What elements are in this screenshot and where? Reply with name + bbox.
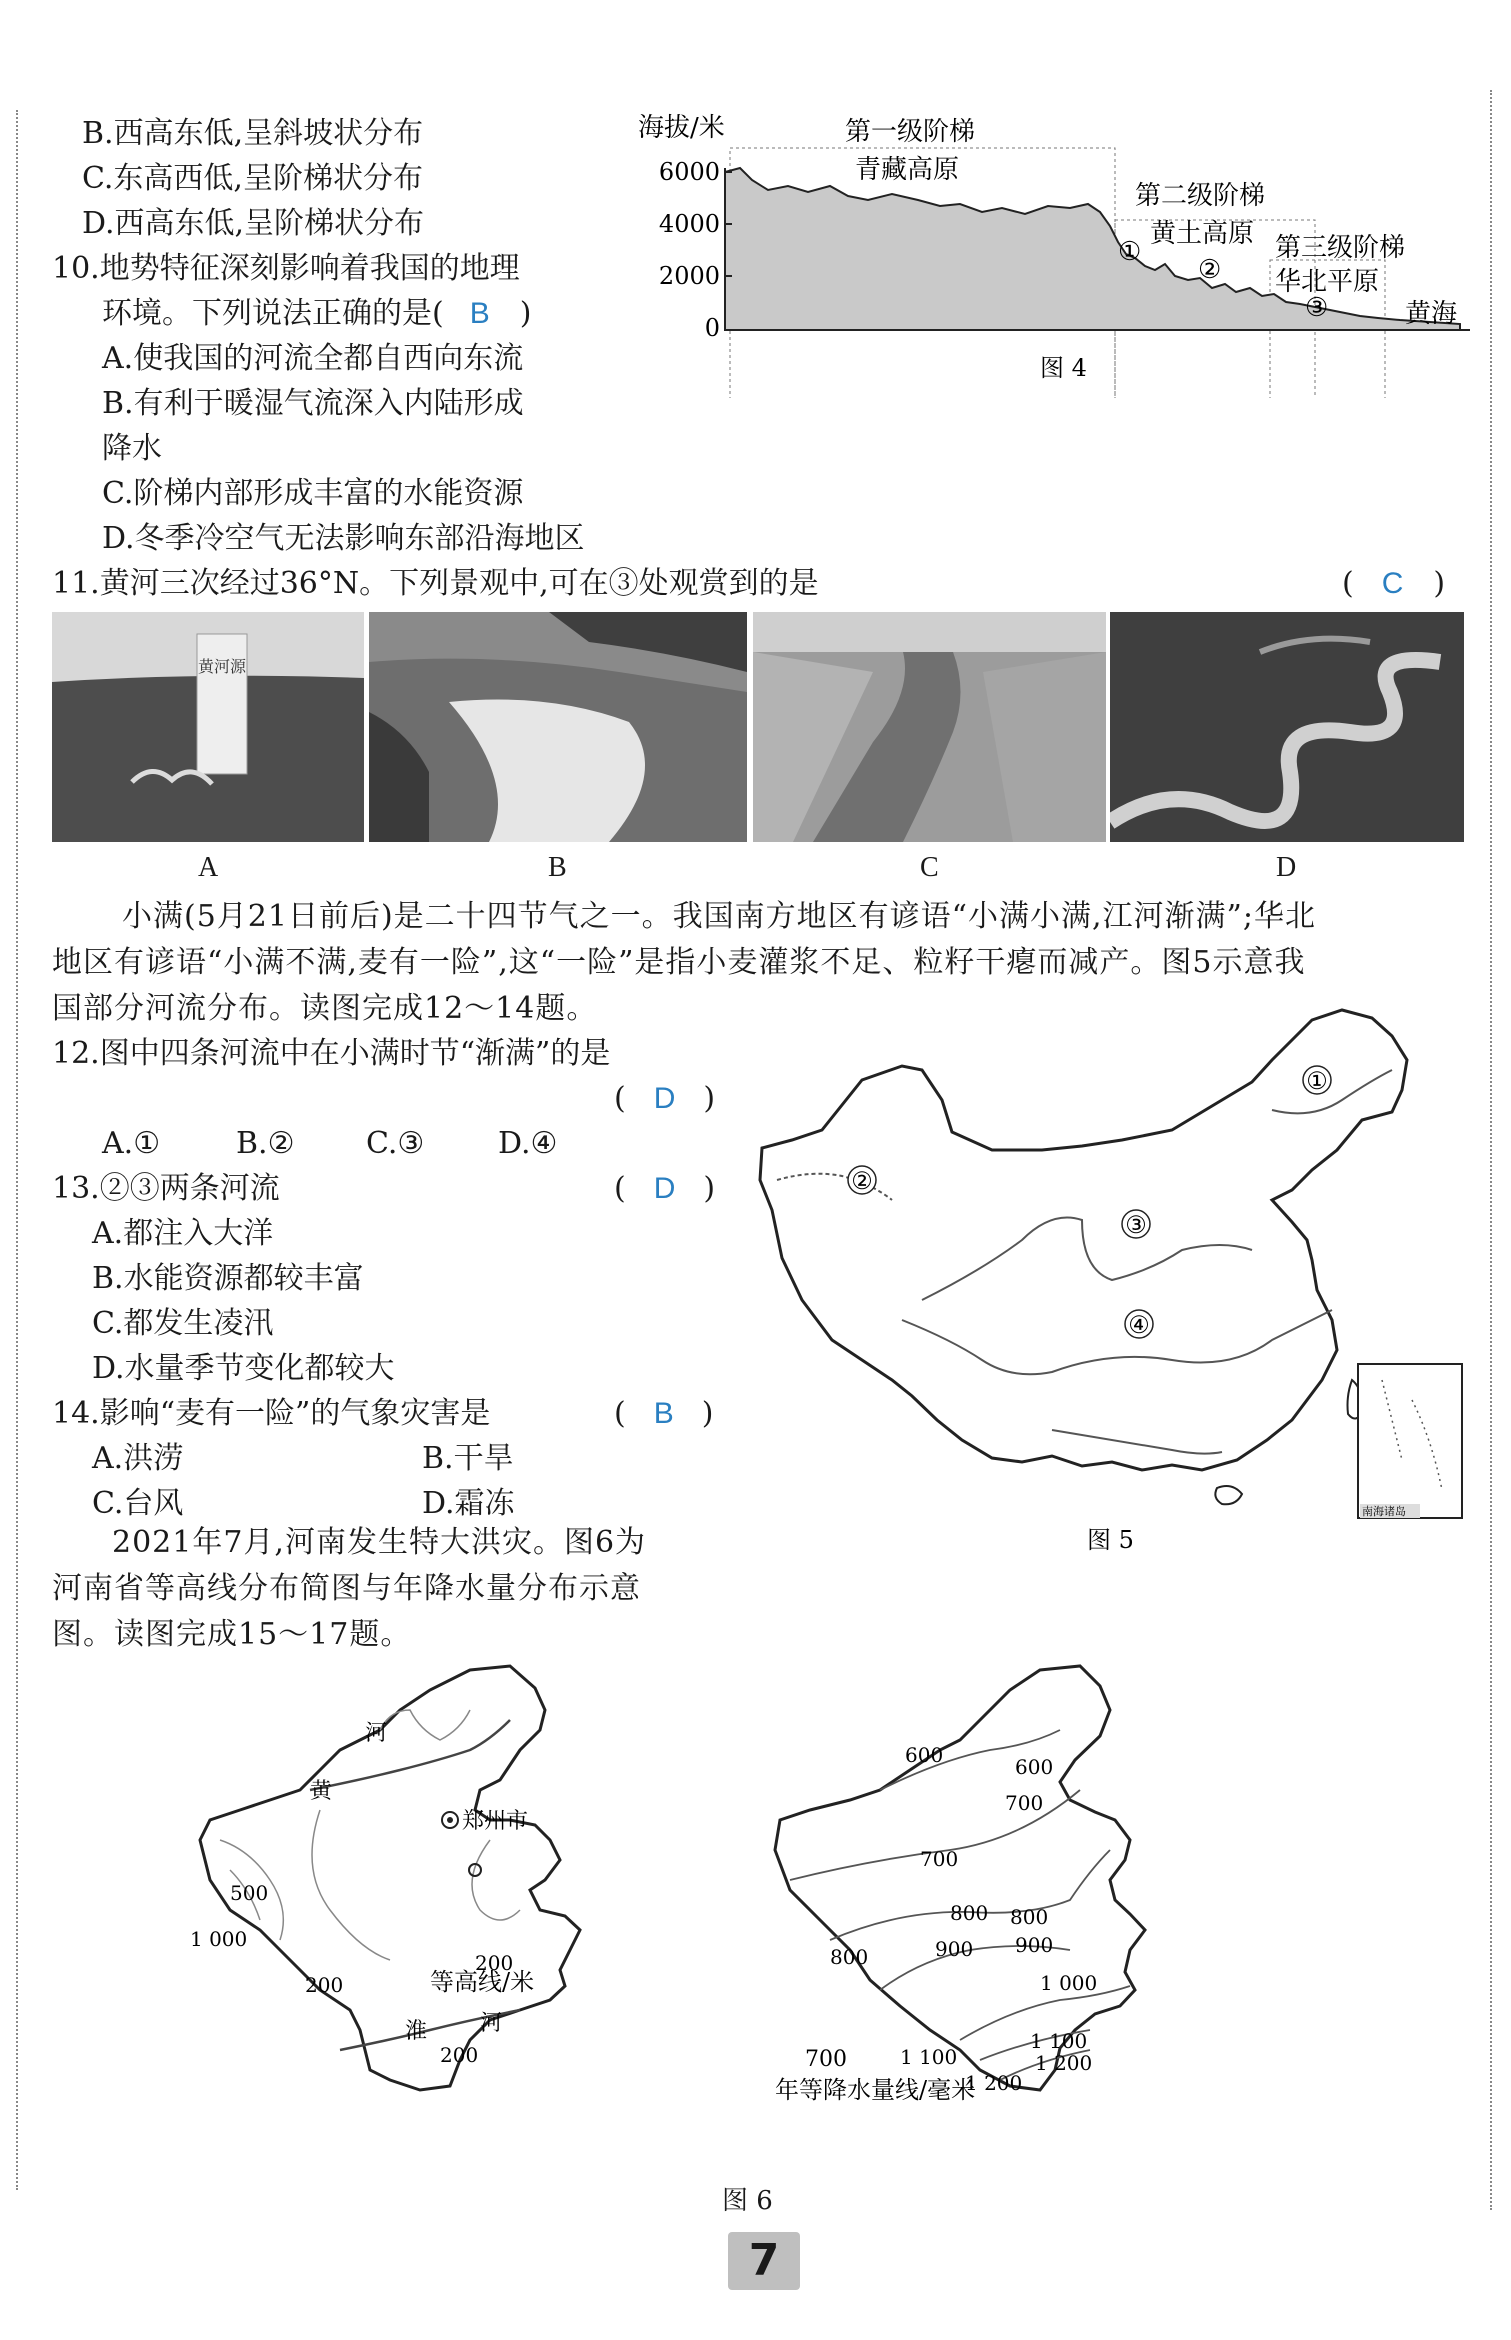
marker-1: ① <box>1118 237 1142 267</box>
photo-label-d: D <box>1276 852 1297 883</box>
contour-legend: 等高线/米 <box>430 1968 535 1996</box>
photo-c-wide-river <box>753 612 1106 842</box>
isohyet-label-1100b: 1 100 <box>900 2045 958 2069</box>
zhengzhou-marker-dot <box>447 1817 453 1823</box>
q12-answer: D <box>653 1082 676 1115</box>
henan-intro-line1: 2021年7月,河南发生特大洪灾。图6为 <box>112 1525 647 1560</box>
marker-2: ② <box>1198 255 1222 285</box>
isohyet-label-1200a: 1 200 <box>1035 2051 1093 2075</box>
q9-option-b: B.西高东低,呈斜坡状分布 <box>82 116 424 151</box>
isohyet-legend: 年等降水量线/毫米 <box>775 2076 976 2104</box>
isohyet-label-700a: 700 <box>1005 1791 1044 1815</box>
river-3-yellow <box>922 1218 1252 1301</box>
xiaoman-intro-line3: 国部分河流分布。读图完成12～14题。 <box>52 991 598 1026</box>
marker-3: ③ <box>1305 293 1329 323</box>
profile-ylabel: 海拔/米 <box>638 113 725 143</box>
figure-4-caption: 图 4 <box>1040 354 1087 382</box>
contour-label-200-c: 200 <box>440 2043 479 2067</box>
q13-option-b: B.水能资源都较丰富 <box>92 1261 364 1296</box>
inset-label: 南海诸岛 <box>1362 1505 1406 1518</box>
hainan-island <box>1215 1486 1242 1504</box>
q12-option-b: B.② <box>236 1126 295 1161</box>
south-sea-inset <box>1358 1364 1462 1518</box>
fig5-marker-1: ① <box>1306 1067 1328 1095</box>
photo-label-c: C <box>920 852 939 883</box>
q12-option-d: D.④ <box>498 1126 558 1161</box>
figure-5-caption: 图 5 <box>1087 1526 1134 1554</box>
q13-option-c: C.都发生凌汛 <box>92 1306 274 1341</box>
figure-6-contour-map <box>190 1650 710 2180</box>
isohyet-800 <box>830 1850 1110 1940</box>
q12-bracket: ( D ) <box>614 1081 716 1116</box>
photo-label-a: A <box>198 852 219 883</box>
contour-label-1000: 1 000 <box>190 1927 248 1951</box>
q14-option-c: C.台风 <box>92 1486 184 1521</box>
figure-5-china-map <box>752 1000 1472 1570</box>
label-step2: 第二级阶梯 <box>1135 181 1266 211</box>
tick-4000: 4000 <box>658 210 720 238</box>
label-step1: 第一级阶梯 <box>845 117 976 147</box>
river-label-huang: 黄 <box>310 1779 333 1804</box>
city-zhengzhou: 郑州市 <box>462 1809 529 1834</box>
q10-answer: B <box>469 297 490 330</box>
henan-intro-line3: 图。读图完成15～17题。 <box>52 1617 412 1652</box>
q13-option-d: D.水量季节变化都较大 <box>92 1351 395 1386</box>
henan-outline-left <box>200 1666 580 2090</box>
tick-2000: 2000 <box>658 262 720 290</box>
q12-option-c: C.③ <box>366 1126 425 1161</box>
isohyet-label-1000: 1 000 <box>1040 1971 1098 1995</box>
q9-option-d: D.西高东低,呈阶梯状分布 <box>82 206 425 241</box>
isohyet-legend-value: 700 <box>805 2047 847 2072</box>
photo-b-waterfall <box>369 612 747 842</box>
contour-north <box>380 1710 470 1740</box>
left-margin-line <box>16 110 18 2190</box>
photo-a-yellow-river-source <box>52 612 364 842</box>
q10-stem-line1: 10.地势特征深刻影响着我国的地理 <box>52 251 520 286</box>
q10-option-c: C.阶梯内部形成丰富的水能资源 <box>102 476 524 511</box>
tick-0: 0 <box>704 314 720 342</box>
label-yellow-sea: 黄海 <box>1405 299 1458 329</box>
isohyet-label-900b: 900 <box>1015 1933 1054 1957</box>
q14-bracket: ( B ) <box>614 1396 714 1431</box>
q14-stem: 14.影响“麦有一险”的气象灾害是 <box>52 1396 491 1431</box>
right-margin-line <box>1490 90 1492 2210</box>
fig5-marker-3: ③ <box>1125 1211 1147 1239</box>
river-4-yangtze <box>902 1310 1332 1374</box>
figure-4-terrain-profile <box>630 108 1470 398</box>
q10-option-b-line1: B.有利于暖湿气流深入内陆形成 <box>102 386 524 421</box>
q13-bracket: ( D ) <box>614 1171 716 1206</box>
isohyet-label-800a: 800 <box>950 1901 989 1925</box>
q13-stem: 13.②③两条河流 <box>52 1171 280 1206</box>
contour-label-200-a: 200 <box>305 1973 344 1997</box>
q12-stem: 12.图中四条河流中在小满时节“渐满”的是 <box>52 1036 611 1071</box>
yellow-river <box>310 1720 510 1790</box>
label-qinghai-plateau: 青藏高原 <box>855 155 960 185</box>
river-label-huai: 淮 <box>405 2019 428 2044</box>
isohyet-label-1200b: 1 200 <box>965 2071 1023 2095</box>
isohyet-label-900a: 900 <box>935 1937 974 1961</box>
q14-answer: B <box>653 1397 674 1430</box>
xiaoman-intro-line2: 地区有谚语“小满不满,麦有一险”,这“一险”是指小麦灌浆不足、粒籽干瘪而减产。图5示意我 <box>52 945 1306 980</box>
contour-label-500: 500 <box>230 1881 269 1905</box>
q10-option-b-line2: 降水 <box>102 431 162 466</box>
xiaoman-intro-line1: 小满(5月21日前后)是二十四节气之一。我国南方地区有谚语“小满小满,江河渐满”;华北 <box>122 899 1316 934</box>
figure-6-caption: 图 6 <box>722 2186 773 2216</box>
isohyet-label-800b: 800 <box>1010 1905 1049 1929</box>
q9-option-c: C.东高西低,呈阶梯状分布 <box>82 161 423 196</box>
river-label-he2: 河 <box>480 2011 503 2036</box>
figure-6-precipitation-map <box>770 1650 1290 2180</box>
river-pearl <box>1052 1430 1222 1454</box>
q11-stem: 11.黄河三次经过36°N。下列景观中,可在③处观赏到的是 <box>52 566 819 601</box>
label-step3: 第三级阶梯 <box>1275 233 1406 263</box>
isohyet-label-600b: 600 <box>905 1743 944 1767</box>
photo-d-meandering-river <box>1110 612 1464 842</box>
river-1-songhua <box>1272 1070 1392 1113</box>
q14-option-d: D.霜冻 <box>422 1486 515 1521</box>
isohyet-label-800c: 800 <box>830 1945 869 1969</box>
q12-option-a: A.① <box>102 1126 161 1161</box>
label-north-china-plain: 华北平原 <box>1275 267 1380 297</box>
fig5-marker-4: ④ <box>1128 1311 1150 1339</box>
isohyet-label-700b: 700 <box>920 1847 959 1871</box>
q13-option-a: A.都注入大洋 <box>92 1216 274 1251</box>
q11-answer: C <box>1381 567 1404 600</box>
q14-option-a: A.洪涝 <box>92 1441 184 1476</box>
contour-label-200-b: 200 <box>475 1951 514 1975</box>
fig5-marker-2: ② <box>851 1167 873 1195</box>
sign-text: 黄河源 <box>197 657 247 676</box>
label-loess-plateau: 黄土高原 <box>1150 219 1255 249</box>
henan-outline-right <box>775 1666 1145 2090</box>
photo-label-b: B <box>548 852 567 883</box>
q14-option-b: B.干旱 <box>422 1441 514 1476</box>
isohyet-label-1100a: 1 100 <box>1030 2029 1088 2053</box>
page-number: 7 <box>728 2232 800 2290</box>
q10-stem-line2: 环境。下列说法正确的是( B ) <box>102 296 532 331</box>
q10-option-a: A.使我国的河流全都自西向东流 <box>102 341 524 376</box>
contour-200-east <box>472 1840 520 1920</box>
isohyet-label-600a: 600 <box>1015 1755 1054 1779</box>
tick-6000: 6000 <box>658 158 720 186</box>
q10-option-d: D.冬季冷空气无法影响东部沿海地区 <box>102 521 585 556</box>
henan-intro-line2: 河南省等高线分布简图与年降水量分布示意 <box>52 1571 641 1606</box>
contour-200-west <box>312 1810 390 1960</box>
q13-answer: D <box>653 1172 676 1205</box>
river-label-he: 河 <box>365 1721 388 1746</box>
q11-bracket: ( C ) <box>1342 566 1446 601</box>
